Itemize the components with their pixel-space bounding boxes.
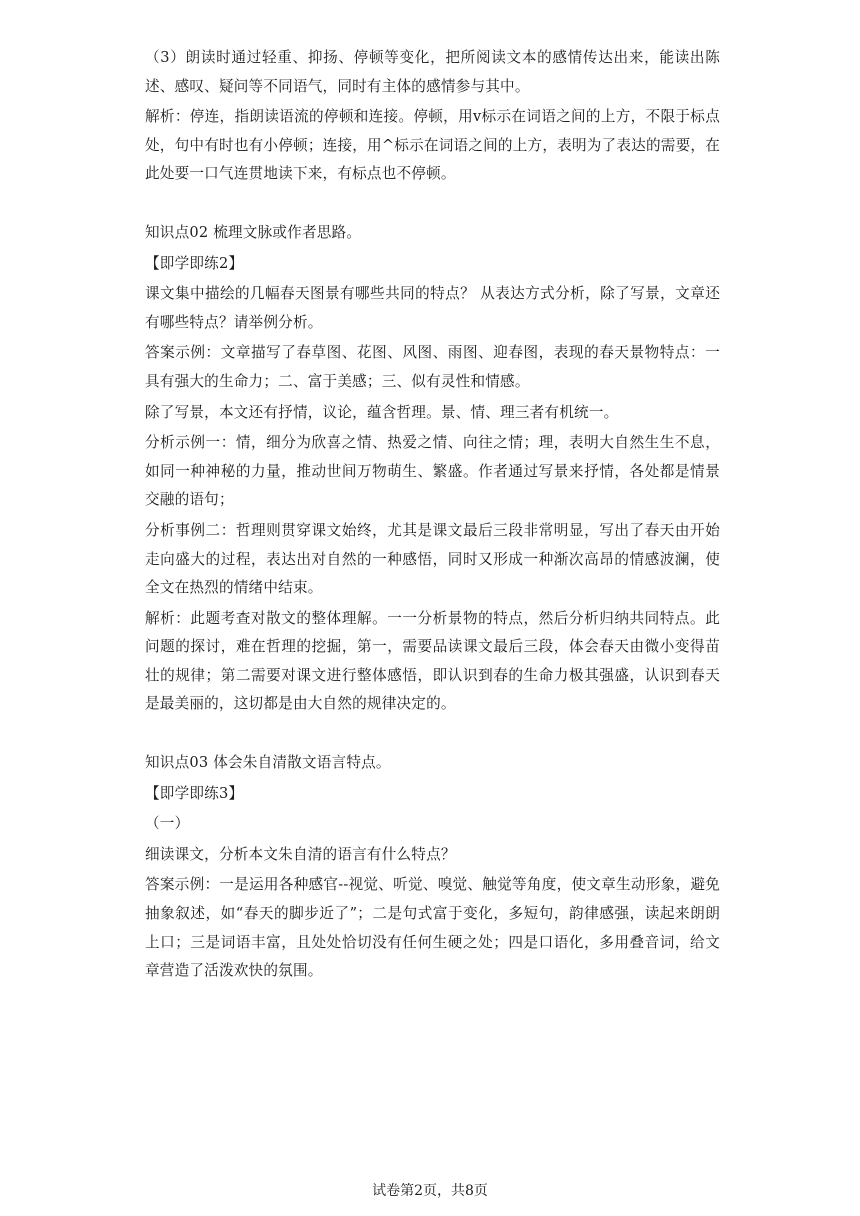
paragraph: 【即学即练2】 bbox=[145, 254, 244, 272]
paragraph: 知识点03 体会朱自清散文语言特点。 bbox=[145, 754, 391, 772]
paragraph: 答案示例：一是运用各种感官--视觉、听觉、嗅觉、触觉等角度，使文章生动形象，避免抽象叙述，如“春天的脚步近了”；二是句式富于变化，多短句，韵律感强，读起来朗朗上口；三是词语丰富，且处处恰切没有任何生硬之处；四是口语化，多用叠音词，给文章营造了活泼欢快的氛围。 bbox=[145, 876, 720, 980]
paragraph: 课文集中描绘的几幅春天图景有哪些共同的特点？ 从表达方式分析，除了写景，文章还有哪些特点？请举例分析。 bbox=[145, 285, 720, 331]
paragraph: 除了写景，本文还有抒情，议论，蕴含哲理。景、情、理三者有机统一。 bbox=[145, 403, 619, 421]
paragraph: 【即学即练3】 bbox=[145, 784, 244, 802]
paragraph-gap bbox=[145, 721, 720, 749]
paragraph: 知识点02 梳理文脉或作者思路。 bbox=[145, 223, 362, 241]
paragraph: 分析事例二：哲理则贯穿课文始终，尤其是课文最后三段非常明显，写出了春天由开始走向盛大的过程，表达出对自然的一种感悟，同时又形成一种渐次高昂的情感波澜，使全文在热烈的情绪中结束。 bbox=[145, 521, 720, 597]
paragraph: 细读课文，分析本文朱自清的语言有什么特点？ bbox=[145, 845, 456, 863]
page-footer: 试卷第2页，共8页 bbox=[372, 1183, 488, 1199]
paragraph: 分析示例一：情，细分为欣喜之情、热爱之情、向往之情；理，表明大自然生生不息，如同一种神秘的力量，推动世间万物萌生、繁盛。作者通过写景来抒情，各处都是情景交融的语句； bbox=[145, 434, 720, 509]
paragraph: （一） bbox=[145, 815, 190, 833]
paragraph-gap bbox=[145, 191, 720, 219]
paragraph: （3）朗读时通过轻重、抑扬、停顿等变化，把所阅读文本的感情传达出来，能读出陈述、感叹、疑问等不同语气，同时有主体的感情参与其中。 bbox=[145, 49, 720, 95]
paragraph: 解析：此题考查对散文的整体理解。一一分析景物的特点，然后分析归纳共同特点。此问题的探讨，难在哲理的挖掘，第一，需要品读课文最后三段，体会春天由微小变得苗壮的规律；第二需要对课文进行整体感悟，即认识到春的生命力极其强盛，认识到春天是最美丽的，这切都是由大自然的规律决定的。 bbox=[145, 609, 720, 713]
paragraph: 答案示例：文章描写了春草图、花图、风图、雨图、迎春图，表现的春天景物特点：一具有强大的生命力；二、富于美感；三、似有灵性和情感。 bbox=[145, 344, 720, 390]
paragraph: 解析：停连，指朗读语流的停顿和连接。停顿，用ⅴ标示在词语之间的上方，不限于标点处，句中有时也有小停顿；连接，用^标示在词语之间的上方，表明为了表达的需要，在此处要一口气连贯地读下来，有标点也不停顿。 bbox=[145, 108, 720, 183]
document-body bbox=[145, 44, 720, 988]
